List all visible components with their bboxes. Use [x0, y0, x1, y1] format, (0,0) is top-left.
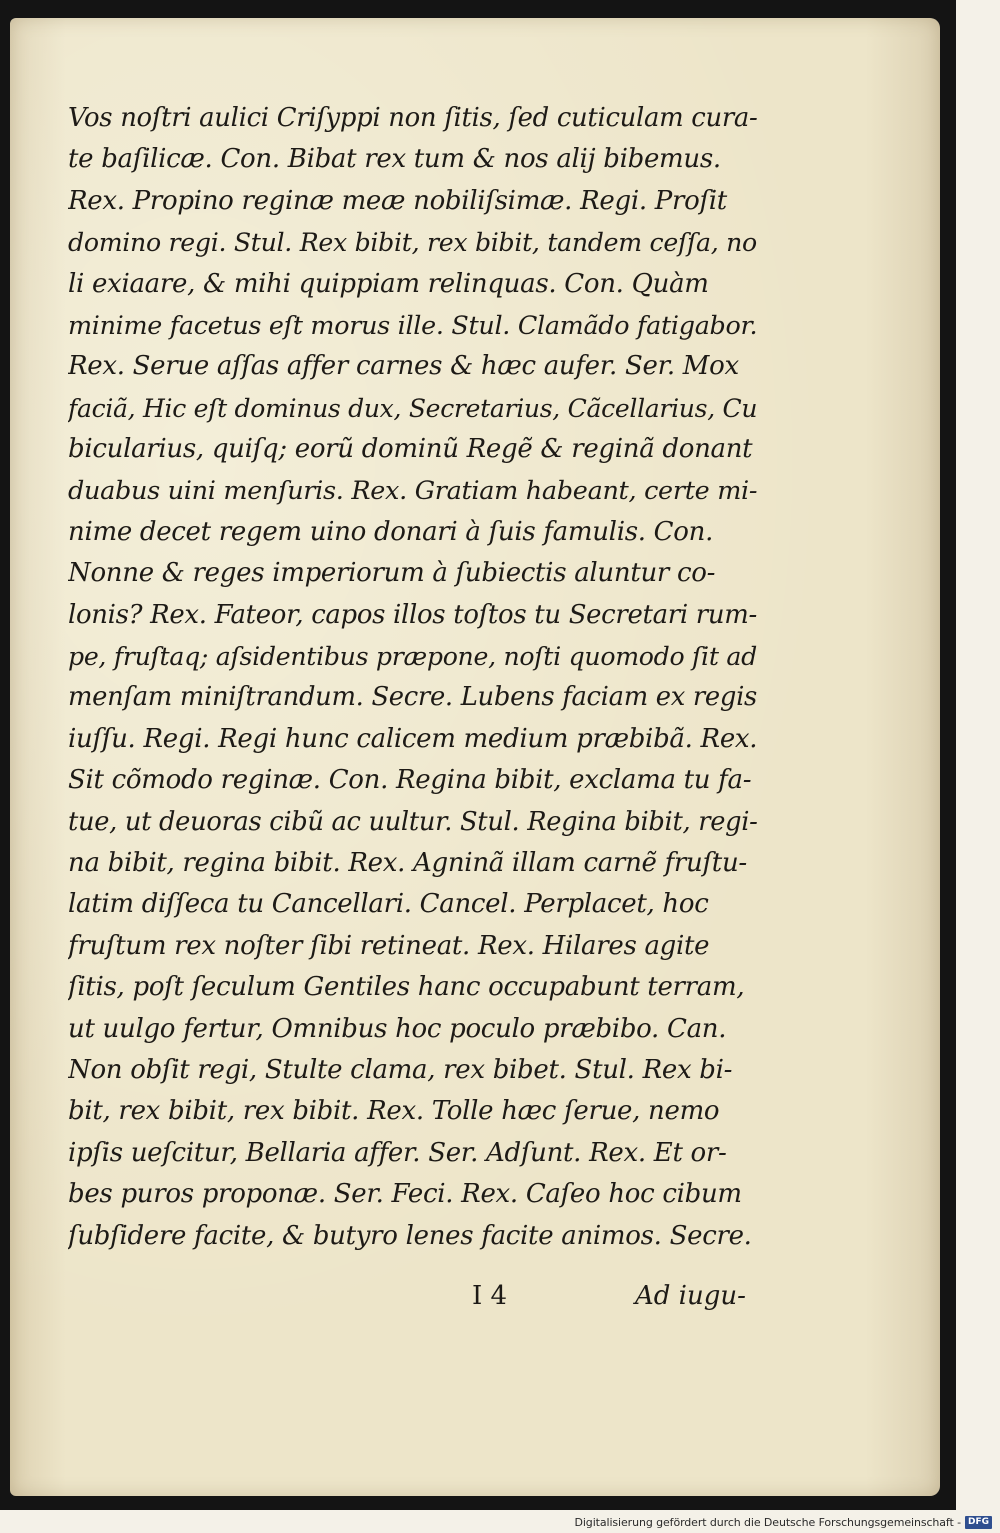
text-line: pe, fruſtaq; aſsidentibus præpone, noſti quomodo ſit ad — [68, 642, 757, 672]
text-line: minime facetus eſt morus ille. Stul. Clamãdo fatigabor. — [68, 309, 758, 340]
text-line: iuſſu. Regi. Regi hunc calicem medium præbibã. Rex. — [68, 723, 758, 754]
text-line: menſam miniſtrandum. Secre. Lubens faciam ex regis — [68, 682, 757, 713]
text-line: duabus uini menſuris. Rex. Gratiam habeant, certe mi- — [68, 475, 758, 506]
text-line: bit, rex bibit, rex bibit. Rex. Tolle hæc ſerue, nemo — [68, 1096, 720, 1127]
dfg-logo-icon: DFG — [965, 1516, 992, 1529]
digitization-credit — [574, 1513, 992, 1531]
text-line: Non obſit regi, Stulte clama, rex bibet. Stul. Rex bi- — [68, 1054, 733, 1085]
text-line: ſubſidere facite, & butyro lenes facite animos. Secre. — [68, 1220, 752, 1251]
signature-mark: I 4 — [472, 1281, 508, 1311]
text-line: latim diſſeca tu Cancellari. Cancel. Perplacet, hoc — [68, 889, 709, 920]
text-line: lonis? Rex. Fateor, capos illos toſtos tu Secretari rum- — [68, 599, 757, 630]
text-line: nime decet regem uino donari à ſuis famulis. Con. — [68, 516, 714, 547]
text-line: Vos noſtri aulici Criſyppi non ſitis, ſed cuticulam cura- — [68, 103, 758, 133]
text-line: domino regi. Stul. Rex bibit, rex bibit, tandem ceſſa, no — [68, 228, 757, 258]
text-line: bicularius, quiſq; eorũ dominũ Regẽ & reginã donant — [68, 434, 753, 465]
text-line: bes puros proponæ. Ser. Feci. Rex. Caſeo hoc cibum — [68, 1179, 742, 1210]
credit-text: Digitalisierung gefördert durch die Deutsche Forschungsgemeinschaft - — [574, 1515, 961, 1529]
text-line: Sit cõmodo reginæ. Con. Regina bibit, exclama tu fa- — [68, 765, 752, 796]
text-line: Rex. Serue aſſas affer carnes & hæc aufer. Ser. Mox — [68, 351, 739, 382]
text-line: tue, ut deuoras cibũ ac uultur. Stul. Regina bibit, regi- — [68, 806, 758, 837]
text-line: na bibit, regina bibit. Rex. Agninã illam carnẽ fruſtu- — [68, 848, 747, 879]
page-footer — [68, 1276, 758, 1316]
text-line: Nonne & reges imperiorum à ſubiectis aluntur co- — [68, 558, 716, 589]
text-line: li exiaare, & mihi quippiam relinquas. Con. Quàm — [68, 268, 709, 299]
text-line: Rex. Propino reginæ meæ nobiliſsimæ. Regi. Proſit — [68, 185, 727, 216]
text-line: ut uulgo fertur, Omnibus hoc poculo præbibo. Can. — [68, 1013, 727, 1044]
text-line: faciã, Hic eſt dominus dux, Secretarius, Cãcellarius, Cu — [68, 393, 758, 423]
text-line: ipſis ueſcitur, Bellaria affer. Ser. Adſunt. Rex. Et or- — [68, 1137, 727, 1168]
text-line: fruſtum rex noſter ſibi retineat. Rex. Hilares agite — [68, 930, 710, 961]
catchword: Ad iugu- — [635, 1281, 746, 1311]
text-line: ſitis, poſt ſeculum Gentiles hanc occupabunt terram, — [68, 972, 745, 1003]
page-text-block — [68, 98, 758, 1257]
text-line: te baſilicæ. Con. Bibat rex tum & nos alij bibemus. — [68, 144, 721, 175]
book-page — [10, 18, 940, 1496]
